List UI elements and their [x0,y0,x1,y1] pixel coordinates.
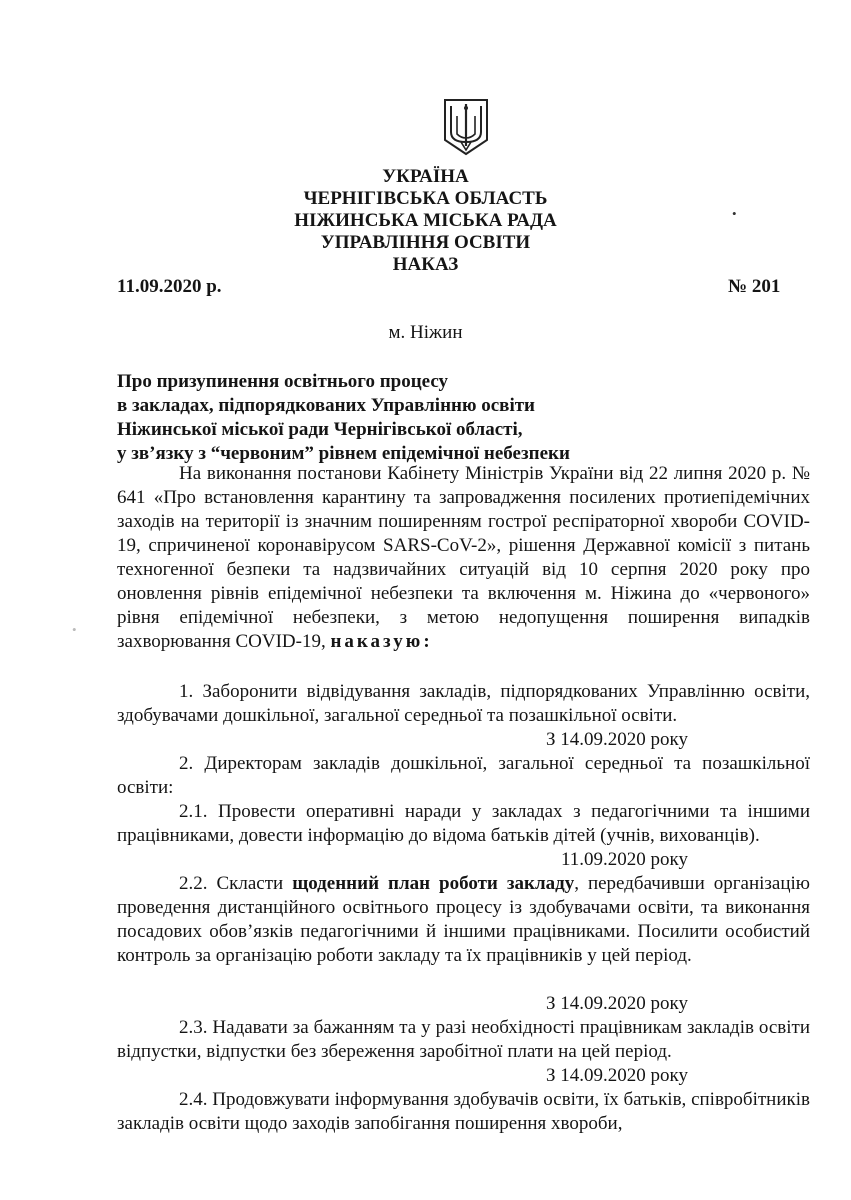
scan-speck: • [732,206,737,221]
item-2-2-bold: щоденний план роботи закладу [292,873,575,894]
title-line: Про призупинення освітнього процесу [117,371,449,392]
item-2-4: 2.4. Продовжувати інформування здобувачів освіти, їх батьків, співробітників закладів освіти щодо заходів запобігання поширення хвороби, [117,1089,810,1134]
preamble-paragraph [117,462,810,654]
header-country: УКРАЇНА [382,166,469,187]
item-2-3-deadline: З 14.09.2020 року [546,1065,688,1086]
preamble-text: На виконання постанови Кабінету Міністрів України від 22 липня 2020 р. № 641 «Про встановлення карантину та запровадження посилених протиепідемічних заходів на території із значним поширенням гострої респіраторної хвороби COVID-19, спричиненої коронавірусом SARS-CoV-2», рішення Державної комісії з питань техногенної безпеки та надзвичайних ситуацій від 10 серпня 2020 року про оновлення рівнів епідемічної небезпеки та включення м. Ніжина до «червоного» рівня епідемічної небезпеки, з метою недопущення поширення випадків захворювання COVID-19, [117,463,810,652]
item-1: 1. Заборонити відвідування закладів, підпорядкованих Управлінню освіти, здобувачами дошкільної, загальної середньої та позашкільної освіти. [117,681,810,726]
item-2-2-post: , передбачивши організацію проведення дистанційного освітнього процесу із здобувачами освіти, та виконання посадових обов’язків педагогічними й іншими працівниками. Посилити особистий контроль за організацію роботи закладу та їх працівників у цей період. [117,873,810,966]
title-line: Ніжинської міської ради Чернігівської області, [117,419,523,440]
order-title [117,370,570,466]
item-2-2 [117,872,810,968]
scan-speck: • [72,622,77,637]
order-word: наказую: [330,631,433,652]
document-header [0,166,851,276]
item-2-1-deadline: 11.09.2020 року [560,849,688,870]
order-items [117,680,810,1136]
order-city: м. Ніжин [388,322,463,343]
title-line: у зв’язку з “червоним” рівнем епідемічної небезпеки [117,443,570,464]
preamble [117,462,810,654]
header-doc-type: НАКАЗ [392,254,459,275]
header-oblast: ЧЕРНІГІВСЬКА ОБЛАСТЬ [303,188,548,209]
item-2-3: 2.3. Надавати за бажанням та у разі необхідності працівникам закладів освіти відпустки, відпустки без збереження заробітної плати на цей період. [117,1017,810,1062]
order-number: № 201 [728,276,781,297]
header-council: НІЖИНСЬКА МІСЬКА РАДА [294,210,557,231]
order-date: 11.09.2020 р. [117,276,222,297]
header-department: УПРАВЛІННЯ ОСВІТИ [320,232,531,253]
item-2-2-deadline: З 14.09.2020 року [546,993,688,1014]
item-1-deadline: З 14.09.2020 року [546,729,688,750]
item-2-2-pre: 2.2. Скласти [179,873,293,894]
item-2: 2. Директорам закладів дошкільної, загальної середньої та позашкільної освіти: [117,753,810,798]
item-2-1: 2.1. Провести оперативні наради у закладах з педагогічними та іншими працівниками, довести інформацію до відома батьків дітей (учнів, вихованців). [117,801,810,846]
trident-emblem-icon [441,96,491,158]
title-line: в закладах, підпорядкованих Управлінню освіти [117,395,535,416]
